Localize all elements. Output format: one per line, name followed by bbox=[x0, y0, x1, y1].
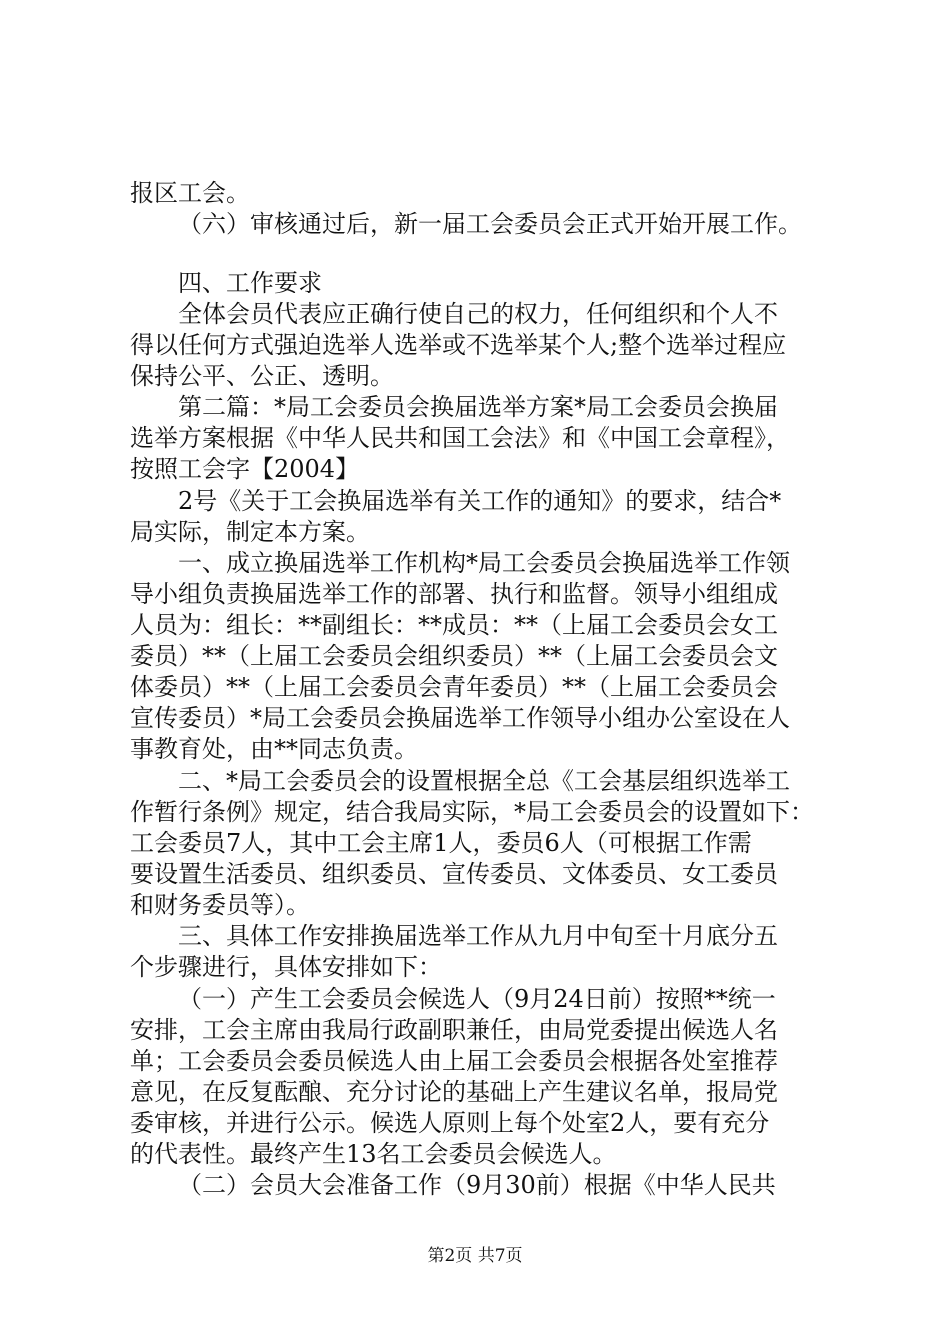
text-line: 全体会员代表应正确行使自己的权力，任何组织和个人不 bbox=[178, 300, 778, 328]
text-line: 单；工会委员会委员候选人由上届工会委员会根据各处室推荐 bbox=[130, 1047, 778, 1075]
text-line: 个步骤进行，具体安排如下： bbox=[130, 953, 442, 981]
text-line: 人员为：组长：**副组长：**成员：**（上届工会委员会女工 bbox=[130, 611, 778, 639]
text-line: 意见，在反复酝酿、充分讨论的基础上产生建议名单，报局党 bbox=[130, 1078, 778, 1106]
text-line: 工会委员7人，其中工会主席1人，委员6人（可根据工作需 bbox=[130, 829, 752, 857]
text-line: 按照工会字【2004】 bbox=[130, 455, 360, 483]
text-line: 得以任何方式强迫选举人选举或不选举某个人;整个选举过程应 bbox=[130, 331, 787, 359]
text-line: 委员）**（上届工会委员会组织委员）**（上届工会委员会文 bbox=[130, 642, 778, 670]
text-line: 的代表性。最终产生13名工会委员会候选人。 bbox=[130, 1140, 617, 1168]
text-line: 委审核，并进行公示。候选人原则上每个处室2人，要有充分 bbox=[130, 1109, 770, 1137]
text-line: 导小组负责换届选举工作的部署、执行和监督。领导小组组成 bbox=[130, 580, 778, 608]
text-line: 三、具体工作安排换届选举工作从九月中旬至十月底分五 bbox=[178, 922, 778, 950]
section-heading: 四、工作要求 bbox=[178, 269, 322, 297]
text-line: 安排，工会主席由我局行政副职兼任，由局党委提出候选人名 bbox=[130, 1016, 778, 1044]
text-line: 要设置生活委员、组织委员、宣传委员、文体委员、女工委员 bbox=[130, 860, 778, 888]
text-line: 报区工会。 bbox=[130, 179, 250, 207]
text-line: 二、*局工会委员会的设置根据全总《工会基层组织选举工 bbox=[178, 767, 790, 795]
text-line: 和财务委员等）。 bbox=[130, 891, 310, 919]
text-line: （二）会员大会准备工作（9月30前）根据《中华人民共 bbox=[178, 1171, 776, 1199]
text-line: 一、成立换届选举工作机构*局工会委员会换届选举工作领 bbox=[178, 549, 790, 577]
text-line: 2号《关于工会换届选举有关工作的通知》的要求，结合* bbox=[178, 487, 782, 515]
page-footer: 第2页 共7页 bbox=[427, 1246, 523, 1266]
text-line: （一）产生工会委员会候选人（9月24日前）按照**统一 bbox=[178, 985, 776, 1013]
text-line: 体委员）**（上届工会委员会青年委员）**（上届工会委员会 bbox=[130, 673, 778, 701]
text-line: 事教育处，由**同志负责。 bbox=[130, 735, 418, 763]
text-line: 宣传委员）*局工会委员会换届选举工作领导小组办公室设在人 bbox=[130, 704, 790, 732]
text-line: 局实际，制定本方案。 bbox=[130, 518, 370, 546]
text-line: 保持公平、公正、透明。 bbox=[130, 362, 394, 390]
text-line: 第二篇：*局工会委员会换届选举方案*局工会委员会换届 bbox=[178, 393, 778, 421]
text-line: 选举方案根据《中华人民共和国工会法》和《中国工会章程》， bbox=[130, 424, 790, 452]
text-line: 作暂行条例》规定，结合我局实际，*局工会委员会的设置如下： bbox=[130, 798, 814, 826]
text-line: （六）审核通过后，新一届工会委员会正式开始开展工作。 bbox=[178, 210, 802, 238]
